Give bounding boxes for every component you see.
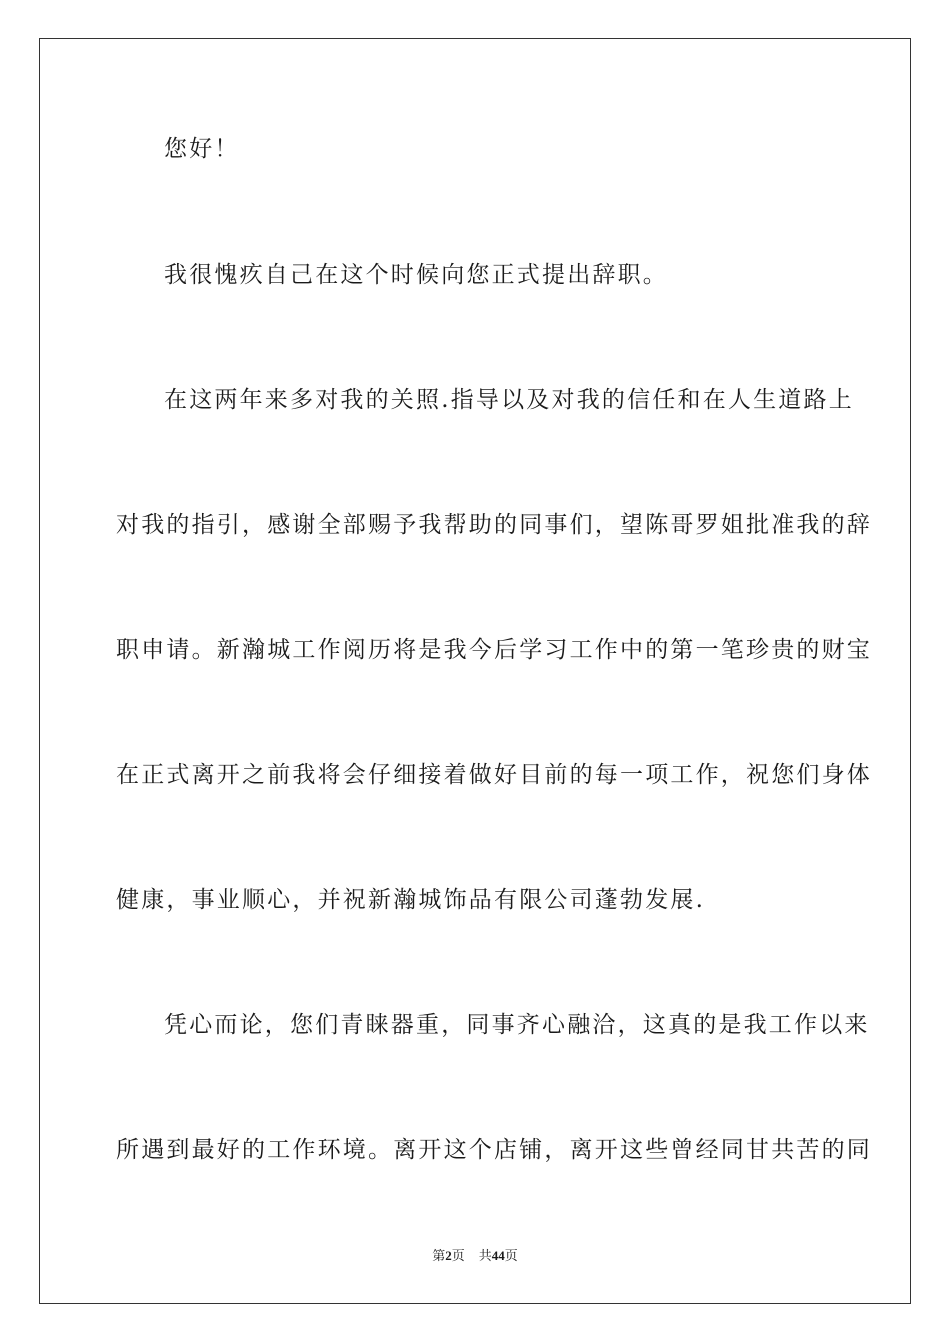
paragraph-line: 职申请。新瀚城工作阅历将是我今后学习工作中的第一笔珍贵的财宝 bbox=[116, 637, 872, 663]
paragraph-line: 对我的指引，感谢全部赐予我帮助的同事们，望陈哥罗姐批准我的辞 bbox=[116, 512, 872, 538]
paragraph-line: 在正式离开之前我将会仔细接着做好目前的每一项工作，祝您们身体 bbox=[116, 762, 872, 788]
paragraph-line: 健康，事业顺心，并祝新瀚城饰品有限公司蓬勃发展. bbox=[116, 887, 706, 913]
paragraph-line: 我很愧疚自己在这个时候向您正式提出辞职。 bbox=[164, 262, 668, 288]
paragraph-line: 凭心而论，您们青睐器重，同事齐心融洽，这真的是我工作以来 bbox=[164, 1012, 870, 1038]
page-number: 2 bbox=[445, 1248, 452, 1263]
page-prefix: 第 bbox=[432, 1248, 446, 1263]
total-prefix: 共 bbox=[478, 1248, 492, 1263]
total-pages: 44 bbox=[491, 1248, 505, 1263]
total-suffix: 页 bbox=[504, 1248, 518, 1263]
page-suffix: 页 bbox=[451, 1248, 465, 1263]
page-frame bbox=[39, 38, 911, 1304]
paragraph-line: 在这两年来多对我的关照.指导以及对我的信任和在人生道路上 bbox=[164, 387, 854, 413]
greeting-line: 您好！ bbox=[164, 136, 240, 162]
paragraph-line: 所遇到最好的工作环境。离开这个店铺，离开这些曾经同甘共苦的同 bbox=[116, 1137, 872, 1163]
page-footer bbox=[0, 1247, 950, 1265]
